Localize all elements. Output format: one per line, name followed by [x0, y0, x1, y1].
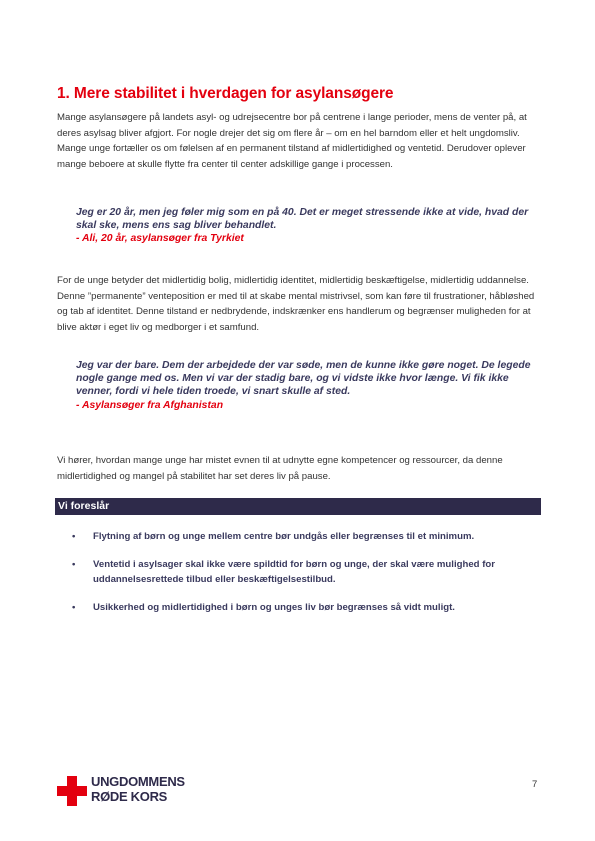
paragraph-intro: Mange asylansøgere på landets asyl- og udrejsecentre bor på centrene i lange perioder, mens de venter på, at deres asylsag bliver afgjort. For nogle drejer det sig om flere år – om en hel barndom eller et helt ungdomsliv. Mange unge fortæller os om følelsen af en permanent tilstand af midlertidighed og ventetid. Derudover oplever mange beboere at skulle flytte fra center til center adskillige gange i processen. — [57, 112, 527, 170]
list-item: • Ventetid i asylsager skal ikke være spildtid for børn og unge, der skal være mulighed for uddannelsesrettede tilbud eller beskæftigelsestilbud. — [72, 559, 495, 585]
quote-afghanistan — [76, 359, 536, 412]
paragraph-summary: Vi hører, hvordan mange unge har mistet evnen til at udnytte egne kompetencer og ressourcer, da denne midlertidighed og mangel på stabilitet har set deres liv på pause. — [57, 455, 503, 482]
quote-ali — [76, 206, 536, 246]
red-cross-icon — [57, 776, 87, 806]
logo-line2: RØDE KORS — [91, 789, 168, 804]
quote-attribution: - Ali, 20 år, asylansøger fra Tyrkiet — [76, 233, 244, 245]
list-item: • Flytning af børn og unge mellem centre bør undgås eller begrænses til et minimum. — [70, 530, 540, 544]
proposals-header: Vi foreslår — [58, 500, 110, 512]
logo-wordmark — [91, 774, 185, 804]
section-heading: 1. Mere stabilitet i hverdagen for asylansøgere — [57, 85, 394, 102]
page-number: 7 — [532, 779, 538, 790]
list-item: • Usikkerhed og midlertidighed i børn og unges liv bør begrænses så vidt muligt. — [70, 601, 540, 615]
quote-text: Jeg var der bare. Dem der arbejdede der var søde, men de kunne ikke gøre noget. De legede nogle gange med os. Men vi var der stadig bare, og vi vidste ikke hvor længe. Vi fik ikke venner, fordi vi hele tiden troede, vi snart skulle af sted. — [76, 360, 531, 398]
proposals-header-bar — [55, 498, 541, 515]
proposals-list — [70, 530, 540, 616]
quote-text: Jeg er 20 år, men jeg føler mig som en på 40. Det er meget stressende ikke at vide, hvad der skal ske, mens ens sag bliver behandlet. — [76, 207, 529, 232]
bullet-icon: • — [72, 559, 76, 571]
bullet-icon: • — [72, 602, 76, 614]
bullet-icon: • — [72, 531, 76, 542]
organization-logo — [57, 772, 197, 806]
logo-line1: UNGDOMMENS — [91, 774, 185, 789]
quote-attribution: - Asylansøger fra Afghanistan — [76, 399, 224, 411]
paragraph-consequences: For de unge betyder det midlertidig bolig, midlertidig identitet, midlertidig beskæftigelse, midlertidig uddannelse. Denne ”permanente” venteposition er med til at skabe mental mistrivsel, som kan føre til frustrationer, håbløshed og tab af identitet. Denne tilstand er nedbrydende, indskrænker ens handlerum og begrænser muligheden for at blive aktør i eget liv og medborger i et samfund. — [57, 275, 535, 333]
